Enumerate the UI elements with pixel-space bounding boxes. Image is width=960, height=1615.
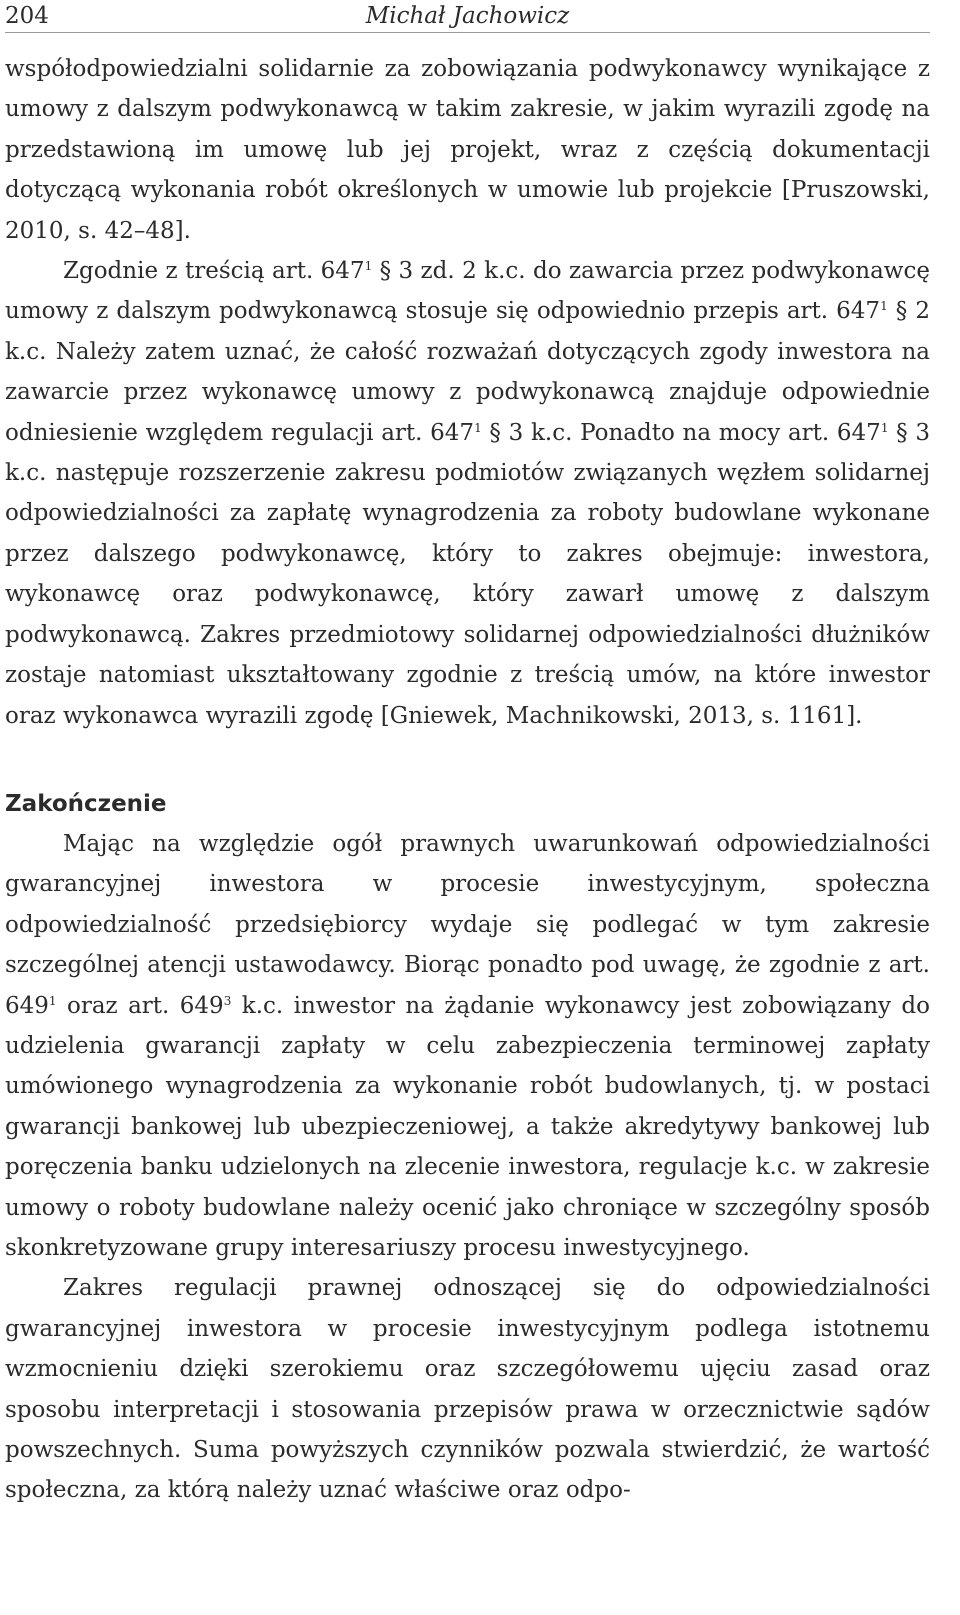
- running-author: Michał Jachowicz: [365, 3, 570, 29]
- text-run: § 3 k.c. następuje rozszerzenie zakresu podmiotów związanych węzłem solidarnej odpowiedzialności za zapłatę wynagrodzenia za roboty budowlane wykonane przez dalszego podwykonawcę, który to zakres obejmuje: inwestora, wykonawcę oraz podwykonawcę, który zawarł umowę z dalszym podwykonawcą. Zakres przedmiotowy solidarnej odpowiedzialności dłużników zostaje natomiast ukształtowany zgodnie z treścią umów, na które inwestor oraz wykonawca wyrazili zgodę [Gniewek, Machnikowski, 2013, s. 1161].: [5, 419, 930, 729]
- superscript: 1: [880, 299, 888, 314]
- paragraph-conclusion-1: [5, 824, 930, 1268]
- text-run: § 2 k.c. Należy zatem uznać, że całość rozważań dotyczących zgody inwestora na zawarcie przez wykonawcę umowy z podwykonawcą znajduje odpowiednie odniesienie względem regulacji art. 647: [5, 298, 930, 446]
- superscript: 1: [880, 420, 889, 435]
- text-run: Zgodnie z treścią art. 647: [63, 258, 365, 285]
- paragraph-continuation: współodpowiedzialni solidarnie za zobowiązania podwykonawcy wynikające z umowy z dalszym podwykonawcą w takim zakresie, w jakim wyrazili zgodę na przedstawioną im umowę lub jej projekt, wraz z częścią dokumentacji dotyczącą wykonania robót określonych w umowie lub projekcie [Pruszowski, 2010, s. 42–48].: [5, 56, 930, 244]
- text-run: Mając na względzie ogół prawnych uwarunkowań odpowiedzialności gwarancyjnej inwestora w procesie inwestycyjnym, społeczna odpowiedzialność przedsiębiorcy wydaje się podlegać w tym zakresie szczególnej atencji ustawodawcy. Biorąc ponadto pod uwagę, że zgodnie z art. 649: [5, 830, 930, 1019]
- text-run: k.c. inwestor na żądanie wykonawcy jest zobowiązany do udzielenia gwarancji zapłaty w celu zabezpieczenia terminowej zapłaty umówionego wynagrodzenia za wykonanie robót budowlanych, tj. w postaci gwarancji bankowej lub ubezpieczeniowej, a także akredytywy bankowej lub poręczenia banku udzielonych na zlecenie inwestora, regulacje k.c. w zakresie umowy o roboty budowlane należy ocenić jako chroniące w szczególny sposób skonkretyzowane grupy interesariuszy procesu inwestycyjnego.: [5, 992, 930, 1261]
- text-run: § 3 k.c. Ponadto na mocy art. 647: [481, 419, 881, 446]
- superscript: 1: [364, 259, 373, 274]
- section-heading: Zakończenie: [5, 790, 167, 817]
- superscript: 1: [48, 993, 57, 1008]
- superscript: 3: [223, 993, 232, 1008]
- running-header: 204 Michał Jachowicz: [5, 0, 930, 33]
- superscript: 1: [474, 420, 482, 435]
- paragraph-art-647: [5, 251, 930, 736]
- text-run: § 3 zd. 2 k.c. do zawarcia przez podwykonawcę umowy z dalszym podwykonawcą stosuje się odpowiednio przepis art. 647: [5, 258, 930, 325]
- text-run: oraz art. 649: [56, 992, 224, 1019]
- paragraph-conclusion-2: Zakres regulacji prawnej odnoszącej się do odpowiedzialności gwarancyjnej inwestora w procesie inwestycyjnym podlega istotnemu wzmocnieniu dzięki szerokiemu oraz szczegółowemu ujęciu zasad oraz sposobu interpretacji i stosowania przepisów prawa w orzecznictwie sądów powszechnych. Suma powyższych czynników pozwala stwierdzić, że wartość społeczna, za którą należy uznać właściwe oraz odpo-: [5, 1275, 930, 1504]
